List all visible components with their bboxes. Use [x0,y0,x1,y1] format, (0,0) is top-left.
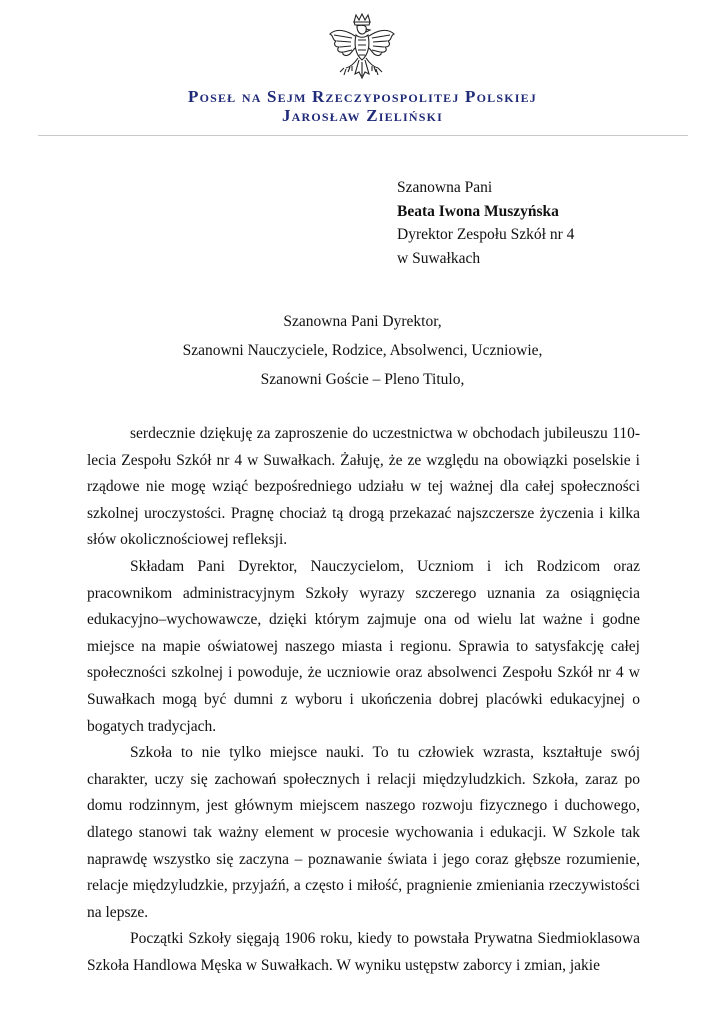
body-paragraph: Początki Szkoły sięgają 1906 roku, kiedy to powstała Prywatna Siedmioklasowa Szkoła Handlowa Męska w Suwałkach. W wyniku ustępstw zaborcy i zmian, jakie [87,930,640,974]
body-paragraph: Składam Pani Dyrektor, Nauczycielom, Uczniom i ich Rodzicom oraz pracownikom administracyjnym Szkoły wyrazy szczerego uznania za osiągnięcia edukacyjno–wychowawcze, dzięki którym zajmuje ona od wielu lat ważne i godne miejsce na mapie oświatowej naszego miasta i regionu. Sprawia to satysfakcję całej społeczności szkolnej i powoduje, że uczniowie oraz absolwenci Zespołu Szkół nr 4 w Suwałkach mogą być dumni z wyboru i ukończenia dobrej placówki edukacyjnej o bogatych tradycjach. [87,557,640,735]
header-divider [38,135,688,136]
addressee-city: w Suwałkach [397,249,481,267]
header-title: Poseł na Sejm Rzeczypospolitej Polskiej [187,87,538,106]
letter-body [87,421,640,979]
addressee-greeting: Szanowna Pani [397,179,493,196]
addressee-block [397,176,574,270]
body-paragraph: serdecznie dziękuję za zaproszenie do uczestnictwa w obchodach jubileuszu 110-lecia Zespołu Szkół nr 4 w Suwałkach. Żałuję, że ze względu na obowiązki poselskie i rządowe nie mogę wziąć bezpośredniego udziału w tej ważnej dla całej społeczności szkolnej uroczystości. Pragnę chociaż tą drogą przekazać najszczersze życzenia i kilka słów okolicznościowej refleksji. [87,425,640,549]
addressee-position: Dyrektor Zespołu Szkół nr 4 [397,226,575,243]
polish-eagle-emblem-icon [324,12,400,94]
salutation-line: Szanowna Pani Dyrektor, [283,313,442,330]
salutation-block [0,307,725,394]
header-author-name: Jarosław Zieliński [281,106,444,125]
salutation-line: Szanowni Goście – Pleno Titulo, [260,371,465,388]
salutation-line: Szanowni Nauczyciele, Rodzice, Absolwenci, Uczniowie, [182,342,543,359]
body-paragraph: Szkoła to nie tylko miejsce nauki. To tu człowiek wzrasta, kształtuje swój charakter, uczy się zachowań społecznych i relacji międzyludzkich. Szkoła, zaraz po domu rodzinnym, jest głównym miejscem naszego rozwoju fizycznego i duchowego, dlatego stanowi tak ważny element w procesie wychowania i edukacji. W Szkole tak naprawdę wszystko się zaczyna – poznawanie świata i jego coraz głębsze rozumienie, relacje międzyludzkie, przyjaźń, a często i miłość, pragnienie zmieniania rzeczywistości na lepsze. [87,744,640,921]
addressee-name: Beata Iwona Muszyńska [397,202,559,220]
